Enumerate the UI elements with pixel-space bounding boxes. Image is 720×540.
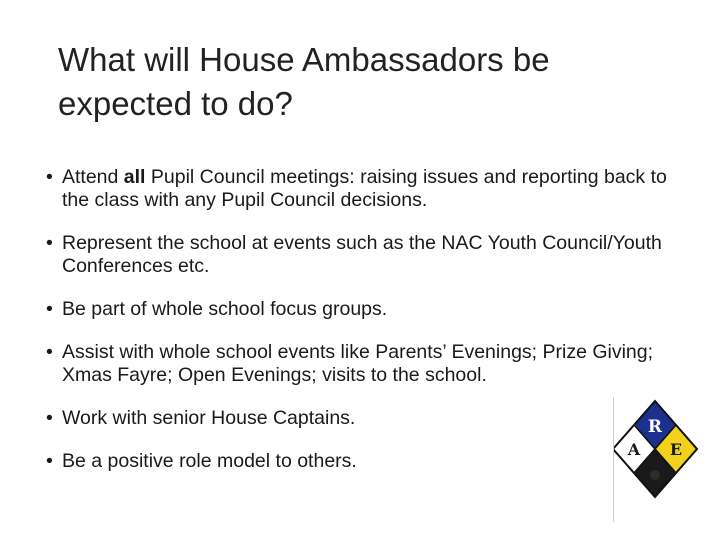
logo-letter-r: R xyxy=(647,417,663,437)
bullet-item xyxy=(46,341,676,387)
bullet-item xyxy=(46,450,676,473)
bullet-text: Be part of whole school focus groups. xyxy=(62,298,388,320)
bullet-marker: • xyxy=(46,232,53,254)
house-diamond-emblem xyxy=(613,397,705,522)
bullet-item xyxy=(46,298,676,321)
bullet-item xyxy=(46,166,676,212)
bullet-marker: • xyxy=(46,450,53,472)
bullet-text: Represent the school at events such as the NAC Youth Council/Youth Conferences etc. xyxy=(62,232,662,277)
bullet-text: Be a positive role model to others. xyxy=(62,450,357,472)
logo-center-mark xyxy=(650,470,660,480)
bullet-list xyxy=(46,166,676,493)
slide-title: What will House Ambassadors be expected to do? xyxy=(58,41,550,122)
bullet-marker: • xyxy=(46,166,53,188)
bullet-text: Assist with whole school events like Parents’ Evenings; Prize Giving; Xmas Fayre; Open Evenings; visits to the school. xyxy=(62,341,654,386)
bullet-marker: • xyxy=(46,341,53,363)
logo-letter-a: A xyxy=(627,440,641,459)
bullet-text: Work with senior House Captains. xyxy=(62,407,356,429)
bullet-item xyxy=(46,232,676,278)
bullet-text-before: Attend xyxy=(62,166,124,188)
logo-letter-e: E xyxy=(669,440,683,459)
bullet-text-after: Pupil Council meetings: raising issues and reporting back to the class with any Pupil Council decisions. xyxy=(62,166,667,211)
bullet-marker: • xyxy=(46,407,53,429)
logo-border xyxy=(613,397,614,522)
bullet-text-bold: all xyxy=(123,166,146,188)
bullet-item xyxy=(46,407,676,430)
house-logo xyxy=(613,397,705,522)
bullet-marker: • xyxy=(46,298,53,320)
